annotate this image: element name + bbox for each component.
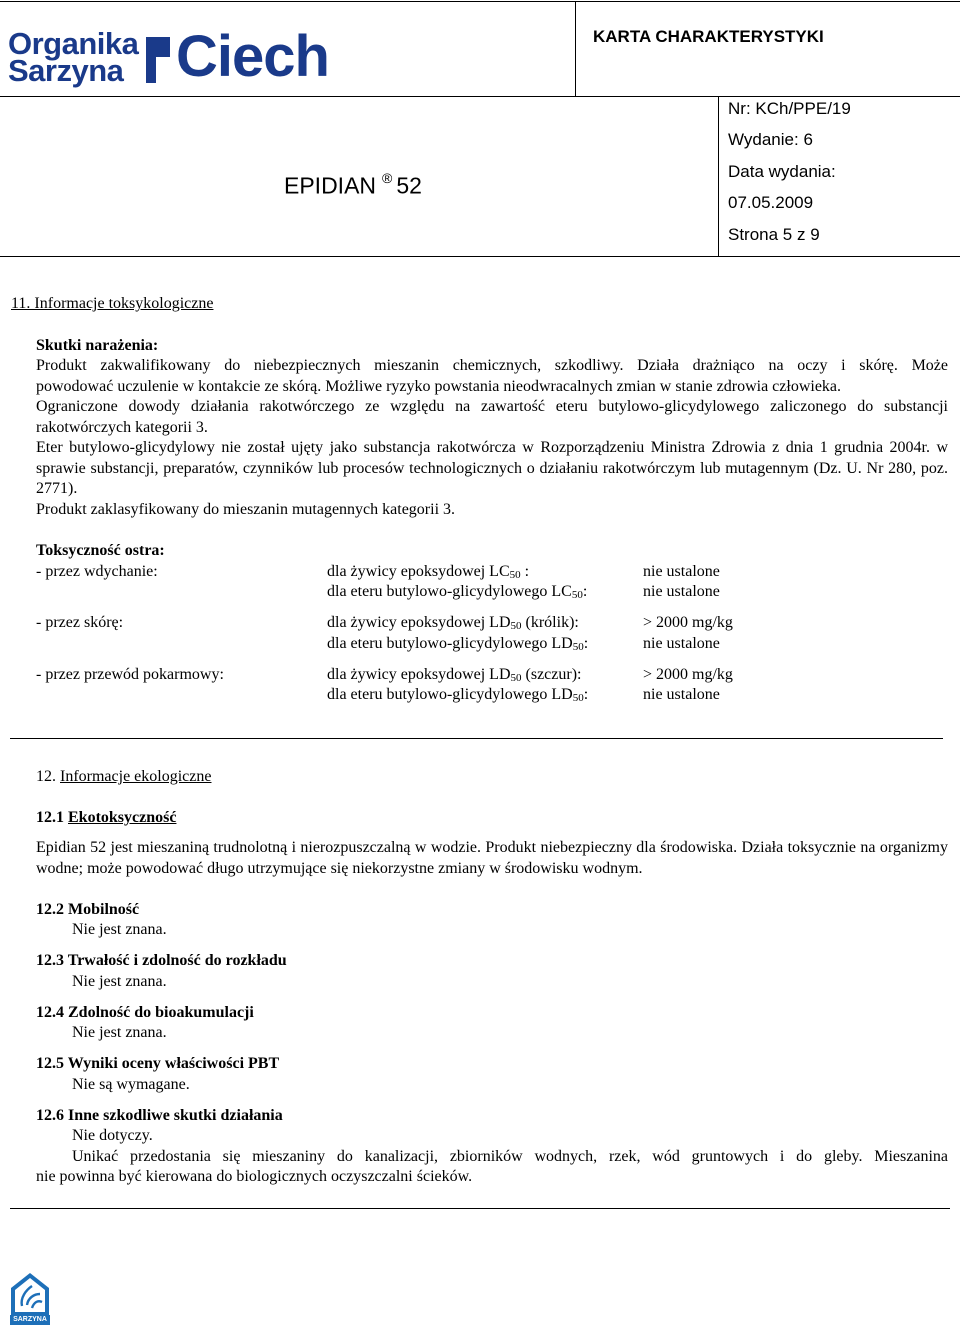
issue-date-value: 07.05.2009 xyxy=(728,193,814,212)
toxicity-ether-label: dla eteru butylowo-glicydylowego $LD_{50}$: xyxy=(327,635,589,653)
subsection-12-5-title: 12.5 Wyniki oceny właściwości PBT xyxy=(36,1055,280,1072)
section-11-title: 11. Informacje toksykologiczne xyxy=(11,295,214,312)
section-divider xyxy=(10,738,943,739)
toxicity-route: - przez wdychanie: xyxy=(36,563,158,580)
footer-logo xyxy=(10,1272,50,1326)
bioaccumulation-text: Nie jest znana. xyxy=(72,1024,167,1041)
logo-ciech-mark-icon xyxy=(146,37,170,83)
mobility-text: Nie jest znana. xyxy=(72,921,167,938)
subsection-12-4-title: 12.4 Zdolność do bioakumulacji xyxy=(36,1004,254,1021)
exposure-effects-label: Skutki narażenia: xyxy=(36,337,159,354)
regulation-paragraph: Eter butylowo-glicydylowy nie został ujęty jako substancja rakotwórcza w Rozporządzeniu Ministra Zdrowia z dnia 1 grudnia 2004r. w sprawie substancji, preparatów, czynników lub procesów technologicznych o działaniu rakotwórczym lub mutagennym (Dz. U. Nr 280, poz. 2771). xyxy=(36,439,948,497)
logo-organika-text: Organika Sarzyna xyxy=(8,26,139,88)
toxicity-route: - przez przewód pokarmowy: xyxy=(36,666,224,683)
logo-ciech-text: Ciech xyxy=(176,24,329,89)
document-type-title: KARTA CHARAKTERYSTYKI xyxy=(593,27,824,46)
subsection-12-1-title: 12.1 Ekotoksyczność xyxy=(36,809,177,826)
toxicity-resin-value: > 2000 mg/kg xyxy=(643,614,733,631)
acute-toxicity-label: Toksyczność ostra: xyxy=(36,542,165,559)
subsection-12-6-title: 12.6 Inne szkodliwe skutki działania xyxy=(36,1107,283,1124)
toxicity-resin-label: dla żywicy epoksydowej $LD_{50}$ (szczur): xyxy=(327,666,582,684)
toxicity-ether-label: dla eteru butylowo-glicydylowego $LC_{50}$: xyxy=(327,583,588,601)
edition: Wydanie: 6 xyxy=(728,130,813,149)
pbt-text: Nie są wymagane. xyxy=(72,1076,190,1093)
sarzyna-house-icon xyxy=(10,1272,50,1316)
footer-logo-label: SARZYNA xyxy=(10,1315,50,1325)
toxicity-resin-value: nie ustalone xyxy=(643,563,720,580)
exposure-paragraph-line2: powodować uczulenie w kontakcie ze skórą. Możliwe ryzyko powstania nieodwracalnych zmian w stanie zdrowia człowieka. xyxy=(36,378,842,395)
subsection-12-3-title: 12.3 Trwałość i zdolność do rozkładu xyxy=(36,952,287,969)
other-effects-paragraph-line2: nie powinna być kierowana do biologicznych oczyszczalni ścieków. xyxy=(36,1168,473,1185)
other-effects-text: Nie dotyczy. xyxy=(72,1127,153,1144)
footer-divider xyxy=(10,1208,950,1209)
toxicity-resin-value: > 2000 mg/kg xyxy=(643,666,733,683)
document-number: Nr: KCh/PPE/19 xyxy=(728,99,851,118)
subsection-12-2-title: 12.2 Mobilność xyxy=(36,901,140,918)
issue-date-label: Data wydania: xyxy=(728,162,836,181)
ecotoxicity-text: Epidian 52 jest mieszaniną trudnolotną i nierozpuszczalną w wodzie. Produkt niebezpieczny dla środowiska. Działa toksycznie na organizmy wodne; może powodować długo utrzymujące się niekorzystne zmiany w środowisku wodnym. xyxy=(36,839,948,877)
page-indicator: Strona 5 z 9 xyxy=(728,225,820,244)
toxicity-ether-value: nie ustalone xyxy=(643,583,720,600)
section-12-title: 12. Informacje ekologiczne xyxy=(36,768,212,785)
exposure-paragraph-line1: Produkt zakwalifikowany do niebezpiecznych mieszanin chemicznych, szkodliwy. Działa drażniąco na oczy i skórę. Może xyxy=(36,357,948,374)
persistence-text: Nie jest znana. xyxy=(72,973,167,990)
classification-paragraph: Produkt zaklasyfikowany do mieszanin mutagennych kategorii 3. xyxy=(36,501,456,518)
toxicity-ether-label: dla eteru butylowo-glicydylowego $LD_{50}$: xyxy=(327,686,589,704)
product-name: EPIDIAN ® 52 xyxy=(284,170,422,199)
toxicity-ether-value: nie ustalone xyxy=(643,686,720,703)
toxicity-resin-label: dla żywicy epoksydowej $LC_{50}$ : xyxy=(327,563,530,581)
carcinogenic-paragraph: Ograniczone dowody działania rakotwórczego ze względu na zawartość eteru butylowo-glicydylowego zaliczonego do substancji rakotwórczych kategorii 3. xyxy=(36,398,948,436)
other-effects-paragraph-line1: Unikać przedostania się mieszaniny do kanalizacji, zbiorników wodnych, rzek, wód gruntowych i do gleby. Mieszanina xyxy=(72,1148,948,1165)
toxicity-resin-label: dla żywicy epoksydowej $LD_{50}$ (królik): xyxy=(327,614,579,632)
toxicity-route: - przez skórę: xyxy=(36,614,124,631)
toxicity-ether-value: nie ustalone xyxy=(643,635,720,652)
